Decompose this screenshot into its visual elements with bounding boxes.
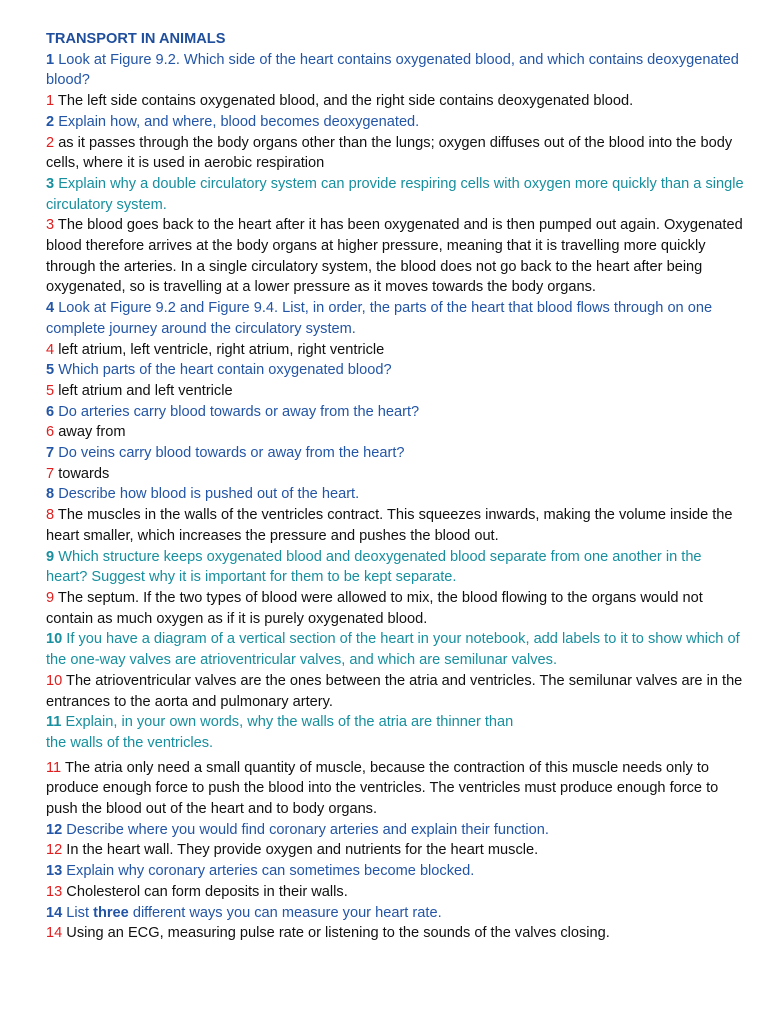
- question-text: Explain, in your own words, why the walls of the atria are thinner than: [65, 714, 514, 731]
- question-1: [46, 50, 744, 91]
- question-2: [46, 112, 744, 133]
- question-6: [46, 402, 744, 423]
- answer-text: In the heart wall. They provide oxygen and nutrients for the heart muscle.: [66, 842, 539, 859]
- question-text: Describe how blood is pushed out of the heart.: [58, 486, 360, 503]
- answer-text: Using an ECG, measuring pulse rate or listening to the sounds of the valves closing.: [66, 925, 610, 942]
- question-text: Explain how, and where, blood becomes deoxygenated.: [58, 113, 420, 130]
- answer-3: [46, 215, 744, 298]
- question-number: 13: [46, 863, 63, 880]
- question-number: 4: [46, 300, 55, 317]
- answer-10: [46, 671, 744, 712]
- answer-number: 14: [46, 925, 63, 942]
- answer-12: [46, 840, 744, 861]
- answer-number: 11: [46, 759, 62, 776]
- answer-text: The blood goes back to the heart after it has been oxygenated and is then pumped out again. Oxygenated blood therefore arrives at the body organs at higher pressure, meaning that it is travelling more quickly through the arteries. In a single circulatory system, the blood does not go back to the heart after being oxygenated, so is travelling at a lower pressure as it moves towards the body organs.: [46, 217, 743, 296]
- answer-7: [46, 464, 744, 485]
- answer-text: left atrium and left ventricle: [58, 382, 233, 399]
- question-text: Look at Figure 9.2 and Figure 9.4. List, in order, the parts of the heart that blood flows through on one complete journey around the circulatory system.: [46, 300, 713, 337]
- question-3: [46, 174, 744, 215]
- answer-number: 1: [46, 93, 55, 110]
- question-number: 2: [46, 113, 55, 130]
- question-number: 1: [46, 51, 55, 68]
- answer-number: 3: [46, 217, 55, 234]
- answer-5: [46, 381, 744, 402]
- question-14: [46, 903, 744, 924]
- answer-number: 13: [46, 883, 63, 900]
- answer-1: [46, 91, 744, 112]
- question-text: Do arteries carry blood towards or away from the heart?: [58, 403, 420, 420]
- question-number: 14: [46, 904, 63, 921]
- answer-text: The atria only need a small quantity of muscle, because the contraction of this muscle needs only to produce enough force to push the blood into the ventricles. The ventricles must produce enough force to push the blood out of the heart and to body organs.: [46, 759, 719, 818]
- answer-number: 6: [46, 424, 55, 441]
- question-text: Describe where you would find coronary arteries and explain their function.: [66, 821, 549, 838]
- answer-2: [46, 133, 744, 174]
- answer-text: The left side contains oxygenated blood, and the right side contains deoxygenated blood.: [57, 93, 634, 110]
- answer-number: 5: [46, 382, 55, 399]
- question-11: [46, 712, 744, 753]
- answer-text: away from: [58, 424, 126, 441]
- question-number: 8: [46, 486, 55, 503]
- answer-6: [46, 422, 744, 443]
- question-13: [46, 861, 744, 882]
- question-text: If you have a diagram of a vertical section of the heart in your notebook, add labels to it to show which of the one-way valves are atrioventricular valves, and which are semilunar valves.: [46, 631, 740, 669]
- question-text: Look at Figure 9.2. Which side of the heart contains oxygenated blood, and which contains deoxygenated blood?: [46, 51, 739, 89]
- answer-text: The atrioventricular valves are the ones between the atria and ventricles. The semilunar valves are in the entrances to the aorta and pulmonary artery.: [46, 672, 743, 710]
- question-text-continued: the walls of the ventricles.: [46, 734, 214, 751]
- answer-8: [46, 505, 744, 546]
- question-number: 5: [46, 362, 55, 379]
- question-12: [46, 820, 744, 841]
- answer-number: 12: [46, 842, 63, 859]
- question-number: 3: [46, 175, 55, 192]
- question-text: List: [66, 904, 90, 921]
- question-7: [46, 443, 744, 464]
- answer-13: [46, 882, 744, 903]
- page-title: TRANSPORT IN ANIMALS: [46, 31, 226, 47]
- answer-text: The septum. If the two types of blood were allowed to mix, the blood flowing to the organs would not contain as much oxygen as if it is purely oxygenated blood.: [46, 589, 703, 627]
- answer-9: [46, 588, 744, 629]
- question-number: 9: [46, 548, 55, 565]
- question-number: 7: [46, 445, 55, 462]
- question-9: [46, 547, 744, 588]
- answer-number: 4: [46, 341, 55, 358]
- question-text-rest: different ways you can measure your heart rate.: [132, 904, 442, 921]
- answer-number: 9: [46, 589, 55, 606]
- question-emphasis: three: [93, 904, 129, 921]
- question-number: 12: [46, 821, 63, 838]
- question-number: 10: [46, 631, 63, 648]
- question-text: Do veins carry blood towards or away from the heart?: [58, 445, 405, 462]
- answer-14: [46, 923, 744, 944]
- question-number: 6: [46, 403, 55, 420]
- answer-text: left atrium, left ventricle, right atrium, right ventricle: [58, 341, 385, 358]
- answer-number: 10: [46, 672, 63, 689]
- question-text: Which structure keeps oxygenated blood and deoxygenated blood separate from one another in the heart? Suggest why it is important for them to be kept separate.: [46, 548, 702, 586]
- question-text: Explain why coronary arteries can sometimes become blocked.: [66, 863, 475, 880]
- question-8: [46, 484, 744, 505]
- question-text: Which parts of the heart contain oxygenated blood?: [58, 362, 392, 379]
- answer-text: towards: [58, 465, 110, 482]
- question-text: Explain why a double circulatory system can provide respiring cells with oxygen more quickly than a single circulatory system.: [46, 175, 744, 213]
- answer-number: 8: [46, 507, 55, 524]
- question-4: [46, 298, 744, 339]
- question-5: [46, 360, 744, 381]
- answer-11: [46, 758, 744, 820]
- answer-text: The muscles in the walls of the ventricles contract. This squeezes inwards, making the volume inside the heart smaller, which increases the pressure and pushes the blood out.: [46, 507, 733, 544]
- answer-4: [46, 340, 744, 361]
- question-10: [46, 629, 744, 670]
- question-number: 11: [46, 714, 62, 731]
- answer-text: as it passes through the body organs other than the lungs; oxygen diffuses out of the blood into the body cells, where it is used in aerobic respiration: [46, 134, 733, 172]
- answer-number: 7: [46, 465, 55, 482]
- answer-number: 2: [46, 134, 55, 151]
- answer-text: Cholesterol can form deposits in their walls.: [66, 883, 348, 900]
